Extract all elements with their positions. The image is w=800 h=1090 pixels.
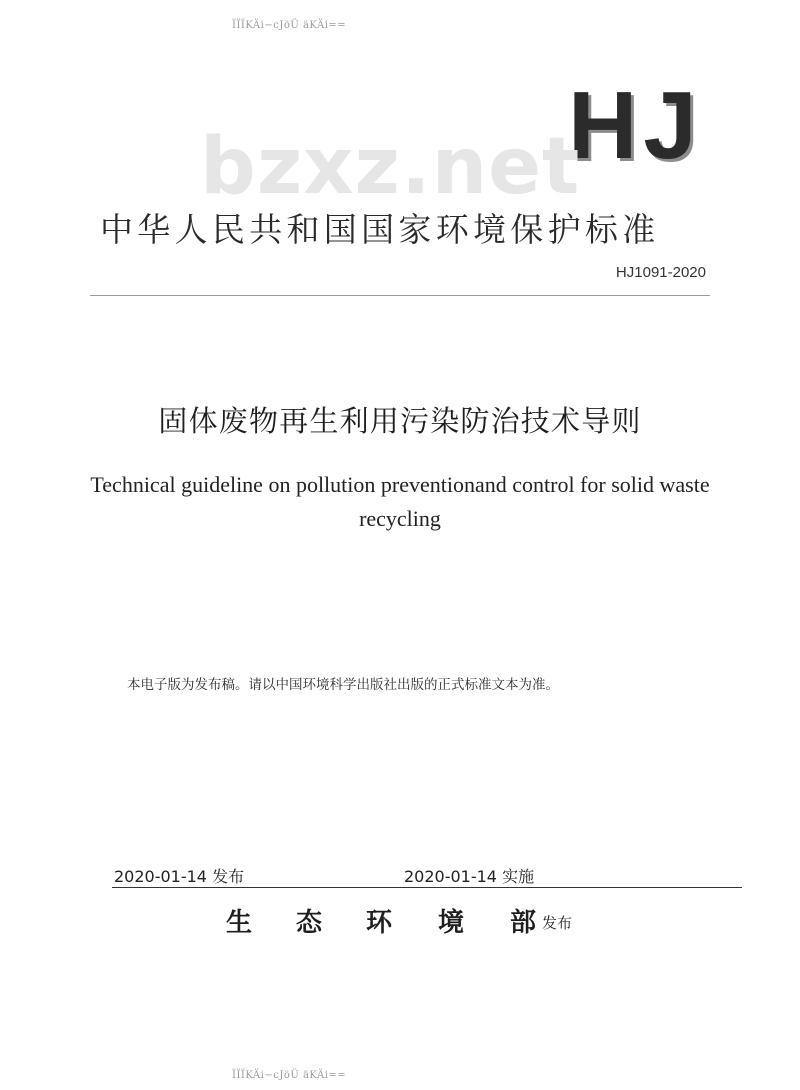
garbled-footer-text: ÏÏÏKÄi−cJöÜ äKÄi== (232, 1070, 347, 1081)
implement-date: 2020-01-14 实施 (404, 867, 535, 886)
department-char-2: 态 (296, 908, 323, 938)
title-en-line-1: Technical guideline on pollution preventionand control for solid waste (90, 472, 710, 497)
department-char-4: 境 (438, 908, 465, 938)
department-char-1: 生 (226, 908, 253, 938)
department-char-5: 部 (510, 908, 537, 938)
national-standard-title: 中华人民共和国国家环境保护标准 (100, 210, 660, 249)
title-en-line-2: recycling (359, 506, 441, 531)
document-title-en (90, 468, 710, 536)
edition-notice: 本电子版为发布稿。请以中国环境科学出版社出版的正式标准文本为准。 (127, 677, 559, 693)
header-divider (90, 295, 710, 296)
publish-date: 2020-01-14 发布 (114, 867, 245, 886)
department-char-3: 环 (366, 908, 393, 938)
watermark: bzxz.net (200, 122, 581, 212)
garbled-header-text: ÏÏÏKÄi−cJöÜ äKÄi== (232, 20, 347, 31)
department-suffix: 发布 (542, 914, 573, 932)
standard-number: HJ1091-2020 (615, 264, 706, 281)
hj-logo: HJ (568, 72, 703, 179)
document-title-cn: 固体废物再生利用污染防治技术导则 (158, 404, 642, 438)
footer-divider (112, 887, 742, 888)
